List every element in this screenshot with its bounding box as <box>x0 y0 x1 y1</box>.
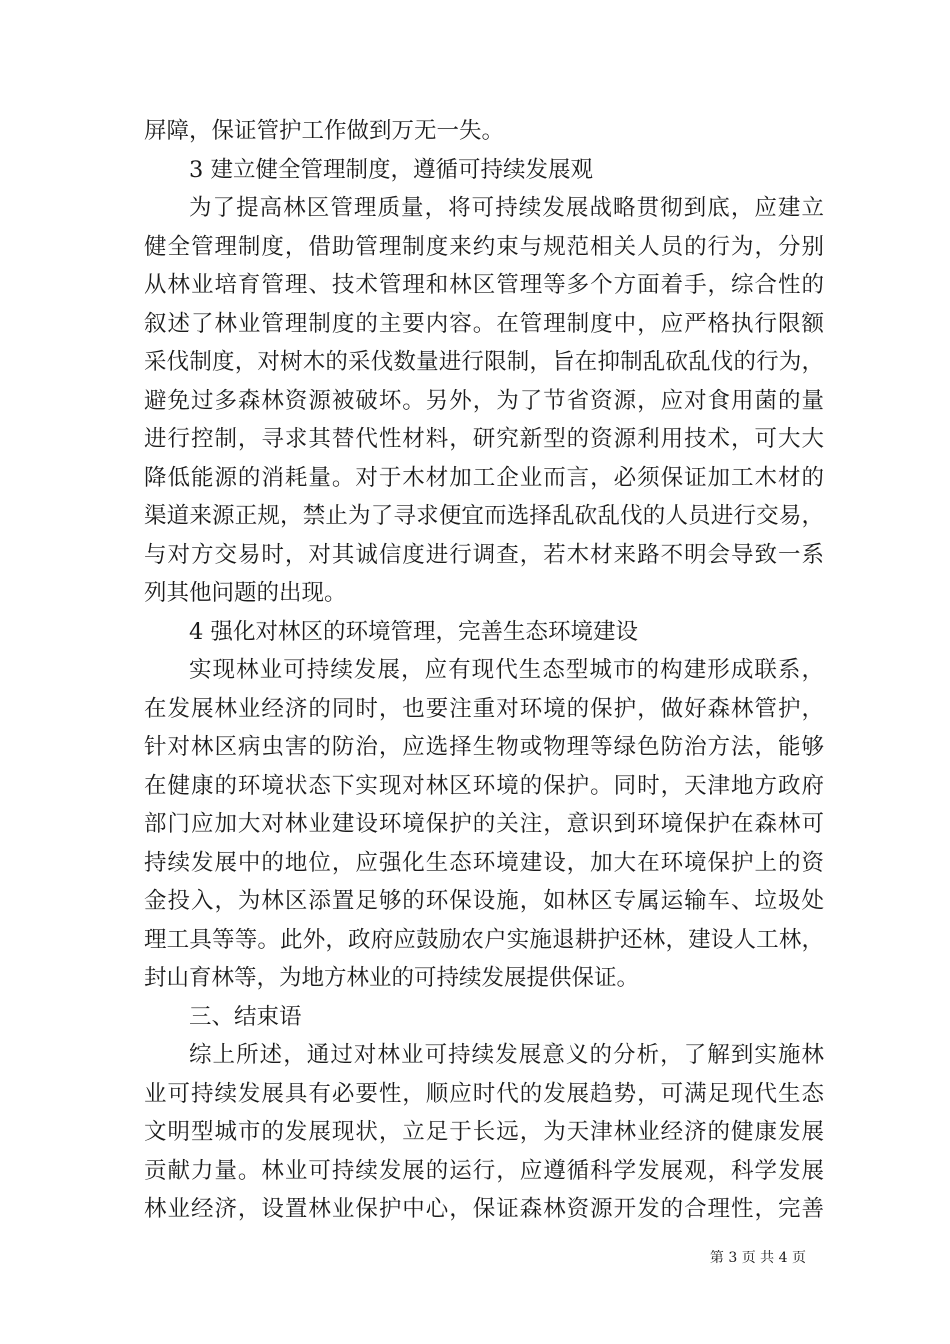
section-heading: 4 强化对林区的环境管理，完善生态环境建设 <box>189 618 638 645</box>
text-line: 贡献力量。林业可持续发展的运行，应遵循科学发展观，科学发展 <box>144 1157 824 1184</box>
text-line: 列其他问题的出现。 <box>144 580 347 606</box>
text-line: 针对林区病虫害的防治，应选择生物或物理等绿色防治方法，能够 <box>144 734 824 760</box>
text-line: 综上所述，通过对林业可持续发展意义的分析，了解到实施林 <box>189 1042 824 1068</box>
text-line: 屏障，保证管护工作做到万无一失。 <box>144 118 505 144</box>
text-line: 与对方交易时，对其诚信度进行调查，若木材来路不明会导致一系 <box>144 541 824 568</box>
text-line: 部门应加大对林业建设环境保护的关注，意识到环境保护在森林可 <box>144 811 824 837</box>
text-line: 采伐制度，对树木的采伐数量进行限制，旨在抑制乱砍乱伐的行为， <box>144 349 824 375</box>
section-heading: 3 建立健全管理制度，遵循可持续发展观 <box>189 156 593 183</box>
text-line: 避免过多森林资源被破坏。另外，为了节省资源，应对食用菌的量 <box>144 387 824 414</box>
text-line: 业可持续发展具有必要性，顺应时代的发展趋势，可满足现代生态 <box>144 1080 824 1107</box>
text-line: 进行控制，寻求其替代性材料，研究新型的资源利用技术，可大大 <box>144 426 824 452</box>
text-line: 理工具等等。此外，政府应鼓励农户实施退耕护还林，建设人工林， <box>144 926 824 953</box>
text-line: 从林业培育管理、技术管理和林区管理等多个方面着手，综合性的 <box>144 272 824 298</box>
text-line: 持续发展中的地位，应强化生态环境建设，加大在环境保护上的资 <box>144 849 824 876</box>
text-line: 在发展林业经济的同时，也要注重对环境的保护，做好森林管护， <box>144 695 824 722</box>
text-line: 降低能源的消耗量。对于木材加工企业而言，必须保证加工木材的 <box>144 464 824 491</box>
text-line: 实现林业可持续发展，应有现代生态型城市的构建形成联系， <box>189 657 824 683</box>
text-line: 叙述了林业管理制度的主要内容。在管理制度中，应严格执行限额 <box>144 310 824 337</box>
section-heading: 三、结束语 <box>189 1003 302 1030</box>
page-number: 第 3 页 共 4 页 <box>709 1250 806 1266</box>
text-line: 金投入，为林区添置足够的环保设施，如林区专属运输车、垃圾处 <box>144 888 824 914</box>
body-text <box>144 112 824 1229</box>
text-line: 封山育林等，为地方林业的可持续发展提供保证。 <box>144 965 640 991</box>
text-line: 林业经济，设置林业保护中心，保证森林资源开发的合理性，完善 <box>144 1196 824 1222</box>
text-line: 渠道来源正规，禁止为了寻求便宜而选择乱砍乱伐的人员进行交易， <box>144 503 824 529</box>
text-line: 为了提高林区管理质量，将可持续发展战略贯彻到底，应建立 <box>189 195 824 221</box>
text-line: 文明型城市的发展现状，立足于长远，为天津林业经济的健康发展 <box>144 1119 824 1145</box>
text-line: 健全管理制度，借助管理制度来约束与规范相关人员的行为，分别 <box>144 233 824 260</box>
text-line: 在健康的环境状态下实现对林区环境的保护。同时，天津地方政府 <box>144 772 824 799</box>
